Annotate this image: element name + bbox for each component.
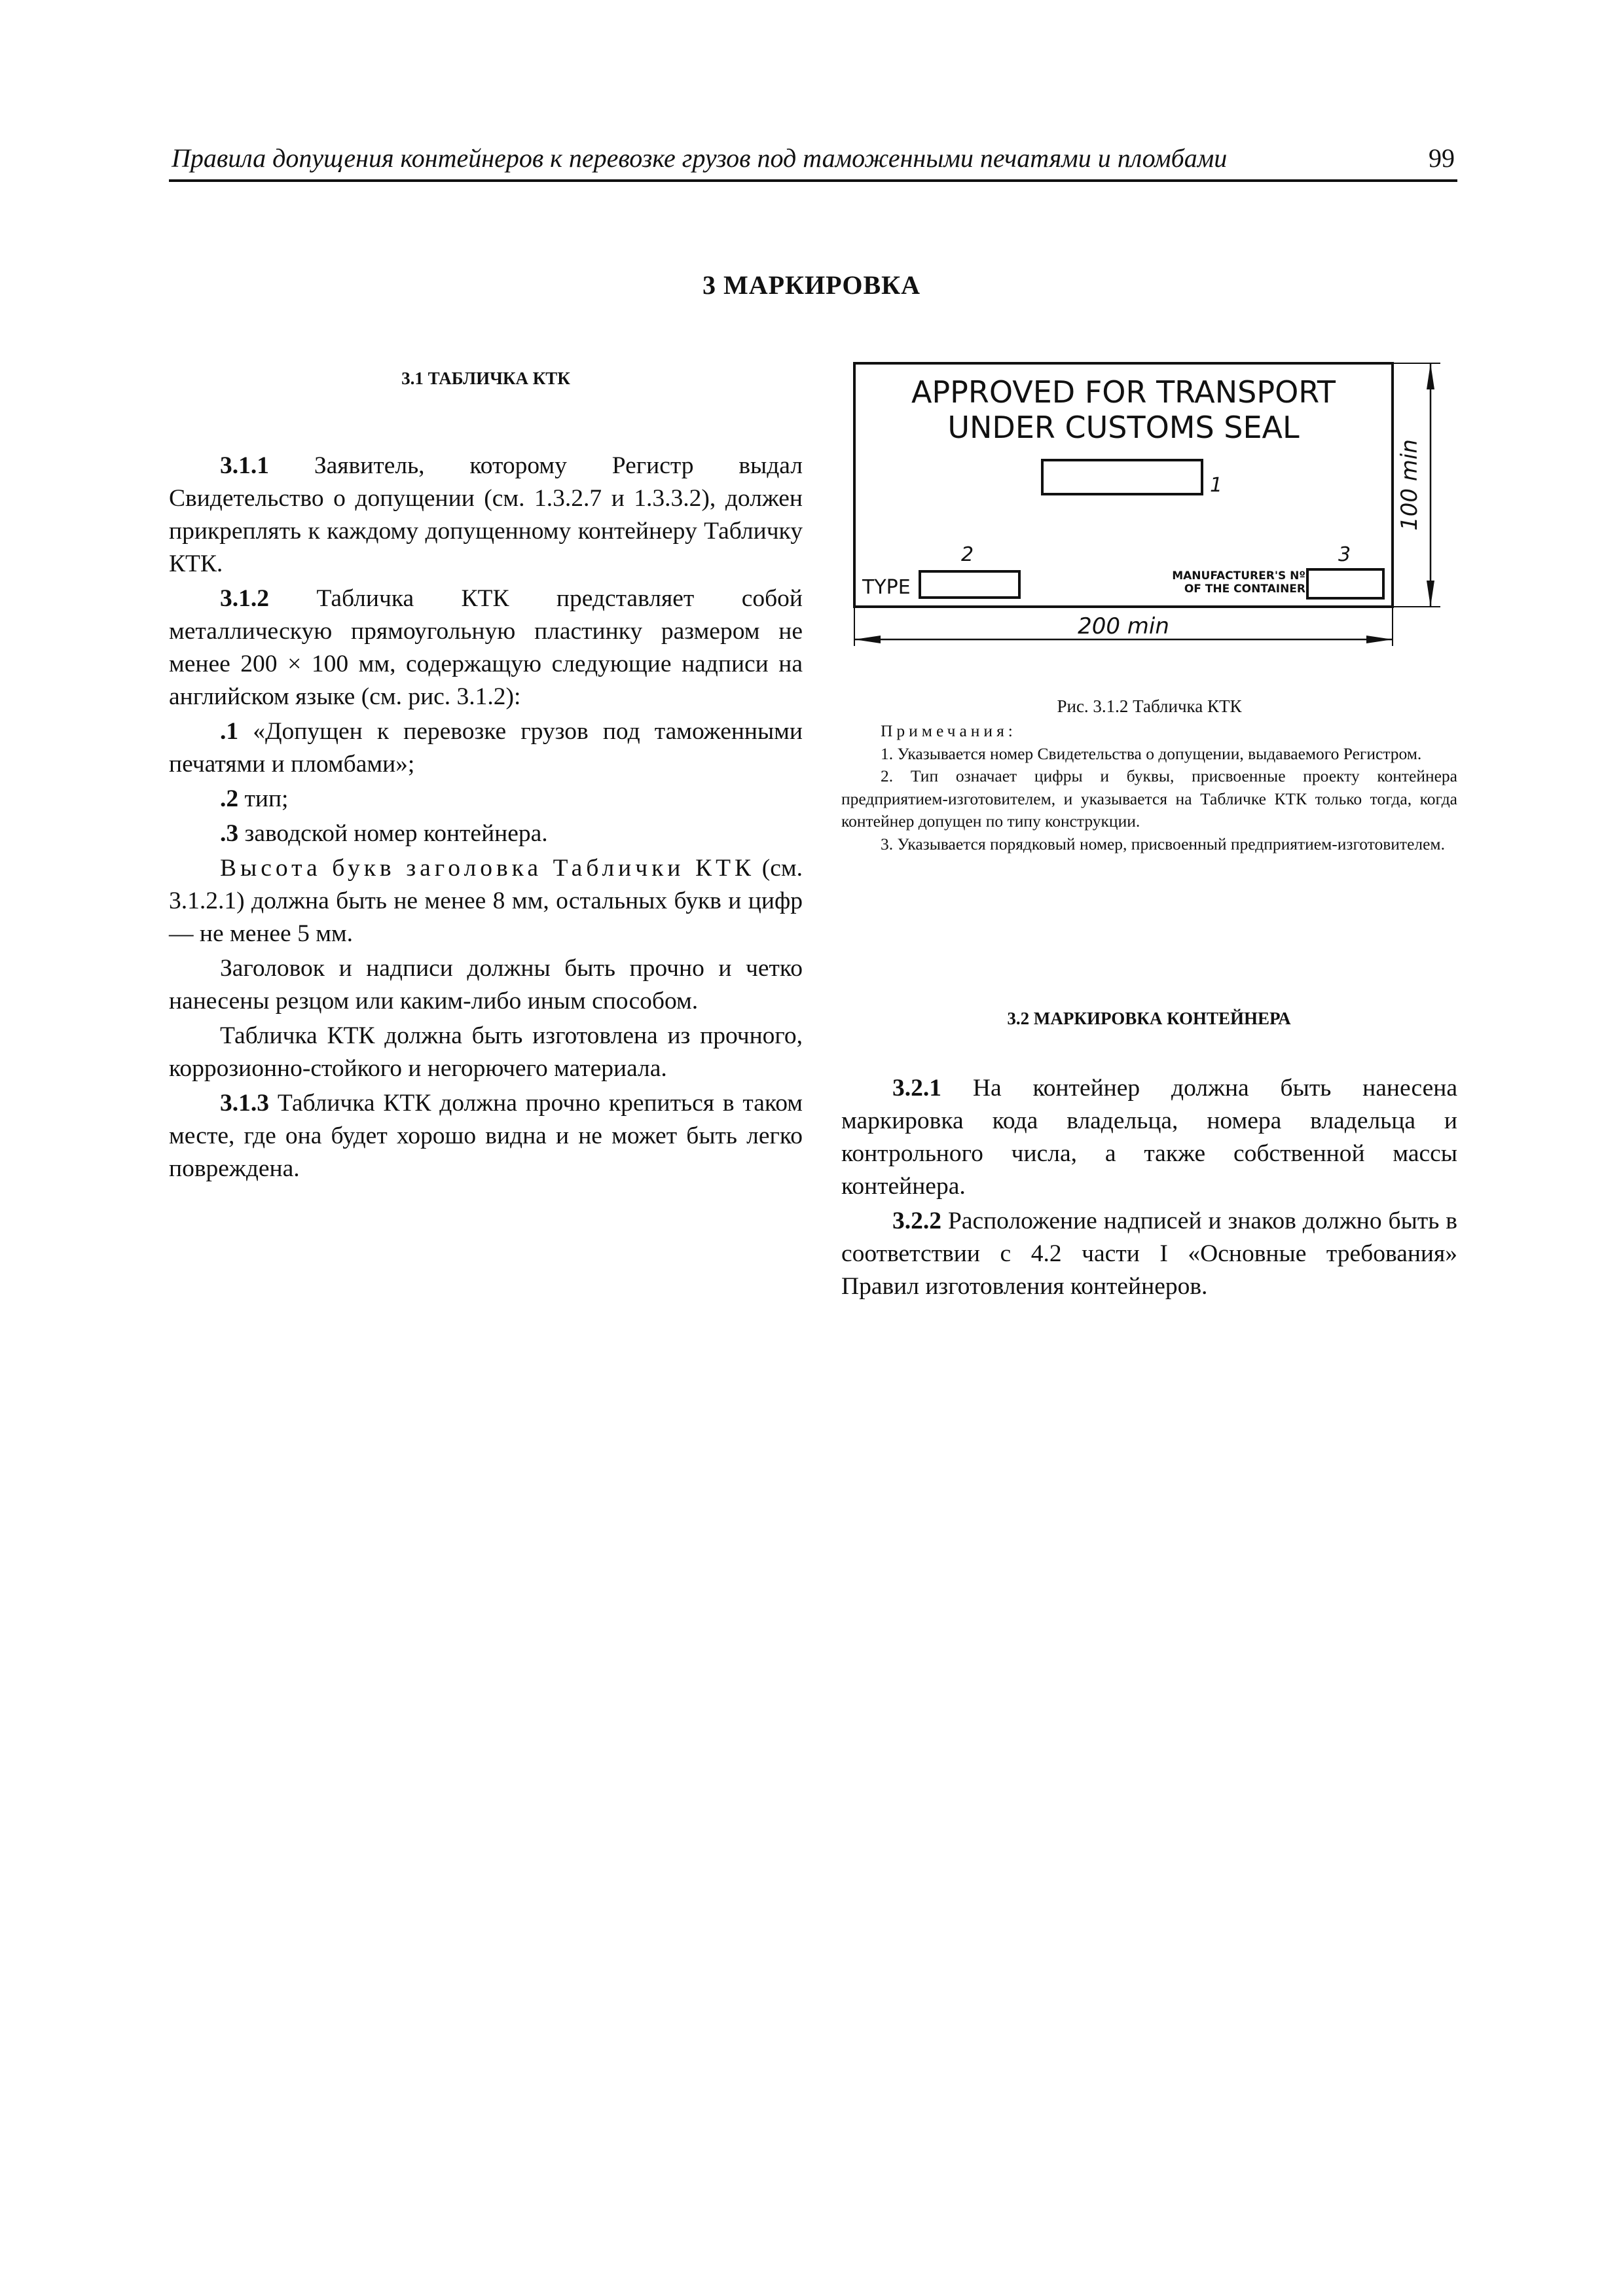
note-3: 3. Указывается порядковый номер, присвоенный предприятием-изготовителем. — [881, 834, 1445, 853]
item-text: заводской номер контейнера. — [238, 820, 548, 847]
right-column — [841, 1072, 1457, 1305]
clause-number: 3.1.1 — [220, 452, 269, 479]
note-2: 2. Тип означает цифры и буквы, присвоенные проекту контейнера предприятием-изготовителем, и указывается на Табличке КТК только тогда, когда контейнер допущен по типу конструкции. — [841, 766, 1457, 831]
paragraph-3-2-2 — [841, 1205, 1457, 1303]
clause-number: 3.2.2 — [892, 1208, 941, 1234]
container-number-box — [1307, 569, 1383, 598]
item-number: .3 — [220, 820, 239, 847]
height-dimension-label: 100 min — [1396, 439, 1423, 531]
clause-number: 3.1.3 — [220, 1090, 269, 1117]
section-title: 3 МАРКИРОВКА — [702, 270, 921, 300]
ktk-plate-figure — [831, 350, 1460, 658]
running-header-title: Правила допущения контейнеров к перевозке грузов под таможенными печатями и пломбами — [172, 143, 1228, 173]
running-header — [169, 140, 1457, 182]
clause-number: 3.1.2 — [220, 585, 269, 612]
paragraph-letter-height — [169, 852, 803, 950]
subheading-3-2: 3.2 МАРКИРОВКА КОНТЕЙНЕРА — [1007, 1009, 1291, 1028]
height-arrow-top — [1427, 363, 1434, 389]
width-arrow-right — [1366, 636, 1393, 643]
paragraph-text: Заявитель, которому Регистр выдал Свидетельство о допущении (см. 1.3.2.7 и 1.3.3.2), должен прикреплять к каждому допущенному контейнеру Табличку КТК. — [169, 452, 803, 577]
paragraph-material: Табличка КТК должна быть изготовлена из прочного, коррозионно-стойкого и негорючего материала. — [169, 1022, 803, 1082]
paragraph-3-1-2 — [169, 583, 803, 713]
manufacturer-number-label-1: MANUFACTURER'S Nº — [1172, 569, 1305, 583]
paragraph-3-1-3 — [169, 1087, 803, 1185]
plate-title-line-2: UNDER CUSTOMS SEAL — [947, 410, 1300, 445]
paragraph-text: На контейнер должна быть нанесена маркировка кода владельца, номера владельца и контрольного числа, а также собственной массы контейнера. — [841, 1075, 1457, 1200]
type-label: TYPE — [862, 576, 911, 599]
list-item-3 — [169, 817, 803, 850]
item-text: «Допущен к перевозке грузов под таможенными печатями и пломбами»; — [169, 718, 803, 778]
page-number: 99 — [1429, 143, 1455, 173]
paragraph-engraving: Заголовок и надписи должны быть прочно и четко нанесены резцом или каким-либо иным способом. — [169, 955, 803, 1014]
left-column — [169, 450, 803, 1187]
paragraph-text: Табличка КТК представляет собой металлическую прямоугольную пластинку размером не менее 200 × 100 мм, содержащую следующие надписи на английском языке (см. рис. 3.1.2): — [169, 585, 803, 710]
height-arrow-bottom — [1427, 581, 1434, 607]
clause-number: 3.2.1 — [892, 1075, 941, 1102]
item-number: .1 — [220, 718, 239, 745]
notes-header: Примечания: — [881, 721, 1017, 740]
item-text: тип; — [238, 785, 289, 812]
subheading-3-1: 3.1 ТАБЛИЧКА КТК — [401, 368, 570, 388]
callout-2: 2 — [961, 543, 974, 566]
certificate-number-box — [1042, 460, 1202, 494]
width-arrow-left — [854, 636, 881, 643]
paragraph-text: (см. 3.1.2.1) должна быть не менее 8 мм, остальных букв и цифр — не менее 5 мм. — [169, 855, 803, 947]
item-number: .2 — [220, 785, 239, 812]
width-dimension-label: 200 min — [1078, 613, 1169, 639]
note-1: 1. Указывается номер Свидетельства о допущении, выдаваемого Регистром. — [881, 744, 1422, 763]
paragraph-text: Табличка КТК должна прочно крепиться в таком месте, где она будет хорошо видна и не может быть легко повреждена. — [169, 1090, 803, 1182]
callout-3: 3 — [1338, 543, 1351, 566]
paragraph-text: Расположение надписей и знаков должно быть в соответствии с 4.2 части I «Основные требования» Правил изготовления контейнеров. — [841, 1208, 1457, 1300]
manufacturer-number-label-2: OF THE CONTAINER — [1184, 583, 1305, 596]
spaced-text: Высота букв заголовка Таблички КТК — [220, 855, 756, 882]
callout-1: 1 — [1210, 474, 1223, 497]
plate-title-line-1: APPROVED FOR TRANSPORT — [911, 374, 1336, 410]
paragraph-3-1-1 — [169, 450, 803, 581]
paragraph-3-2-1 — [841, 1072, 1457, 1203]
list-item-1 — [169, 715, 803, 781]
type-box — [920, 571, 1019, 598]
list-item-2 — [169, 783, 803, 816]
figure-caption: Рис. 3.1.2 Табличка КТК — [1057, 696, 1242, 716]
figure-notes — [841, 720, 1457, 855]
